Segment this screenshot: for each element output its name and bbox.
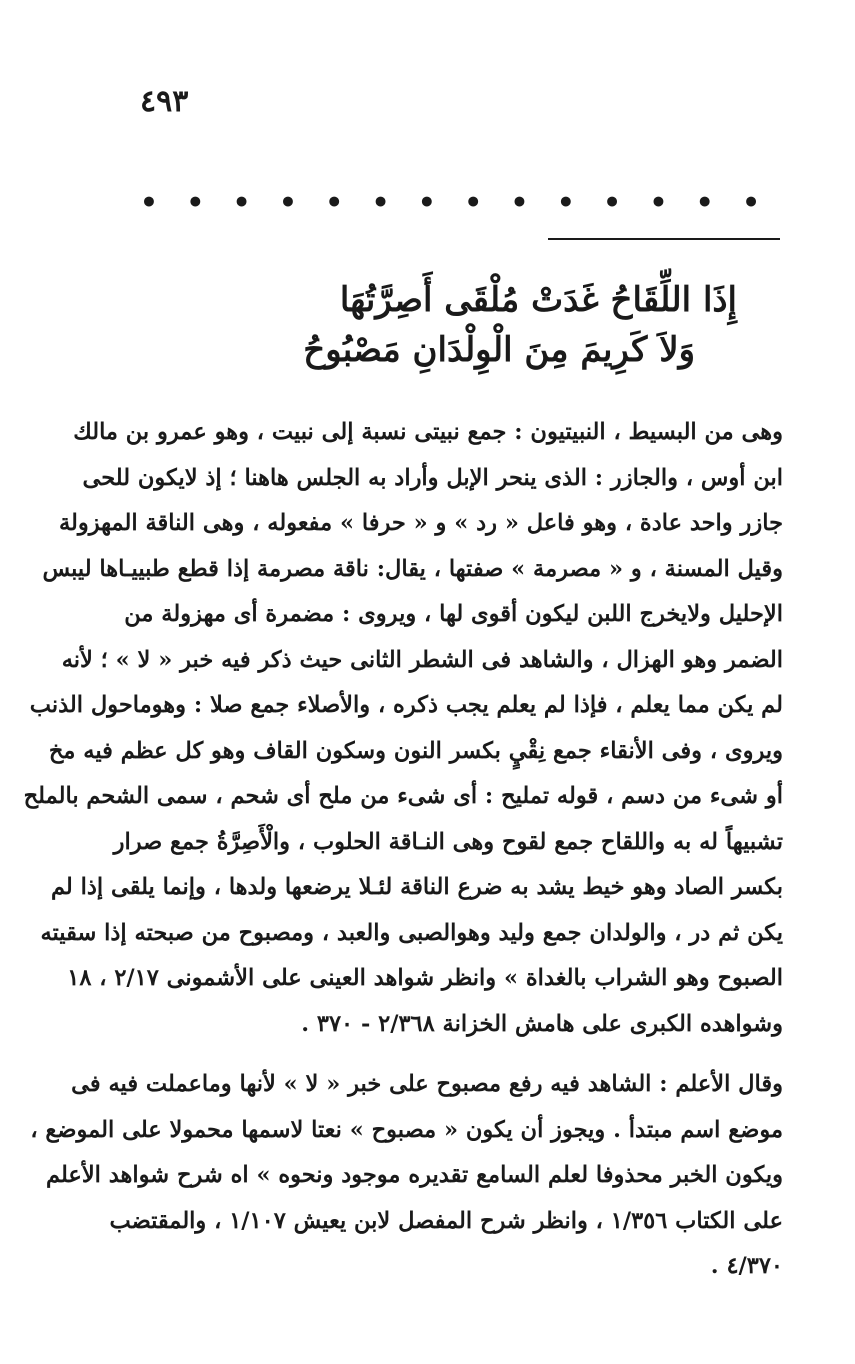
text-line: أو شىء من دسم ، قوله تمليح : أى شىء من ملح أى شحم ، سمى الشحم بالملح [23, 783, 783, 809]
text-line: لم يكن مما يعلم ، فإذا لم يعلم يجب ذكره ، والأصلاء جمع صلا : وهوماحول الذنب [29, 692, 783, 718]
text-line: ويروى ، وفى الأنقاء جمع نِقْيٍ بكسر النون وسكون القاف وهو كل عظم فيه مخ [48, 737, 783, 764]
commentary-paragraph [23, 410, 783, 1047]
footnote-rule [548, 238, 780, 240]
text-line: جازر واحد عادة ، وهو فاعل « رد » و « حرفا » مفعوله ، وهى الناقة المهزولة [58, 510, 783, 536]
text-line: الصبوح وهو الشراب بالغداة » وانظر شواهد العينى على الأشمونى ٢/١٧ ، ١٨ [67, 965, 783, 991]
text-line: وشواهده الكبرى على هامش الخزانة ٢/٣٦٨ - ٣٧٠ . [301, 1010, 783, 1037]
text-line: ابن أوس ، والجازر : الذى ينحر الإبل وأراد به الجلس هاهنا ؛ إذ لايكون للحى [82, 464, 783, 491]
text-line: يكن ثم در ، والولدان جمع وليد وهوالصبى والعبد ، ومصبوح من صبحته إذا سقيته [40, 919, 783, 946]
text-line: على الكتاب ١/٣٥٦ ، وانظر شرح المفصل لابن يعيش ١/١٠٧ ، والمقتضب [109, 1207, 783, 1234]
ornamental-dots-separator: • • • • • • • • • • • • • • [140, 186, 760, 219]
text-line: وقال الأعلم : الشاهد فيه رفع مصبوح على خبر « لا » لأنها وماعملت فيه فى [71, 1071, 783, 1097]
text-line: وقيل المسنة ، و « مصرمة » صفتها ، يقال: ناقة مصرمة إذا قطع طبييـاها ليبس [42, 555, 783, 582]
verse-first-hemistich: إِذَا اللِّقَاحُ غَدَتْ مُلْقَى أَصِرَّتُهَا [339, 280, 737, 320]
text-line: الضمر وهو الهزال ، والشاهد فى الشطر الثانى حيث ذكر فيه خبر « لا » ؛ لأنه [61, 646, 783, 673]
text-line: وهى من البسيط ، النبيتيون : جمع نبيتى نسبة إلى نبيت ، وهو عمرو بن مالك [73, 419, 783, 445]
alam-paragraph [30, 1062, 783, 1290]
text-line: ٤/٣٧٠ . [710, 1253, 783, 1279]
text-line: بكسر الصاد وهو خيط يشد به ضرع الناقة لئـلا يرضعها ولدها ، وإنما يلقى إذا لم [50, 874, 783, 900]
text-line: موضع اسم مبتدأ . ويجوز أن يكون « مصبوح » نعتا لاسمها محمولا على الموضع ، [30, 1116, 783, 1143]
text-line: ويكون الخبر محذوفا لعلم السامع تقديره موجود ونحوه » اه شرح شواهد الأعلم [45, 1162, 783, 1188]
page-number: ٤٩٣ [140, 84, 189, 119]
text-line: الإحليل ولايخرج اللبن ليكون أقوى لها ، ويروى : مضمرة أى مهزولة من [124, 601, 783, 627]
text-line: تشبيهاً له به واللقاح جمع لقوح وهى النـاقة الحلوب ، والْأَصِرَّةُ جمع صرار [113, 828, 783, 855]
verse-second-hemistich: وَلاَ كَرِيمَ مِنَ الْوِلْدَانِ مَصْبُوحُ [303, 330, 695, 370]
